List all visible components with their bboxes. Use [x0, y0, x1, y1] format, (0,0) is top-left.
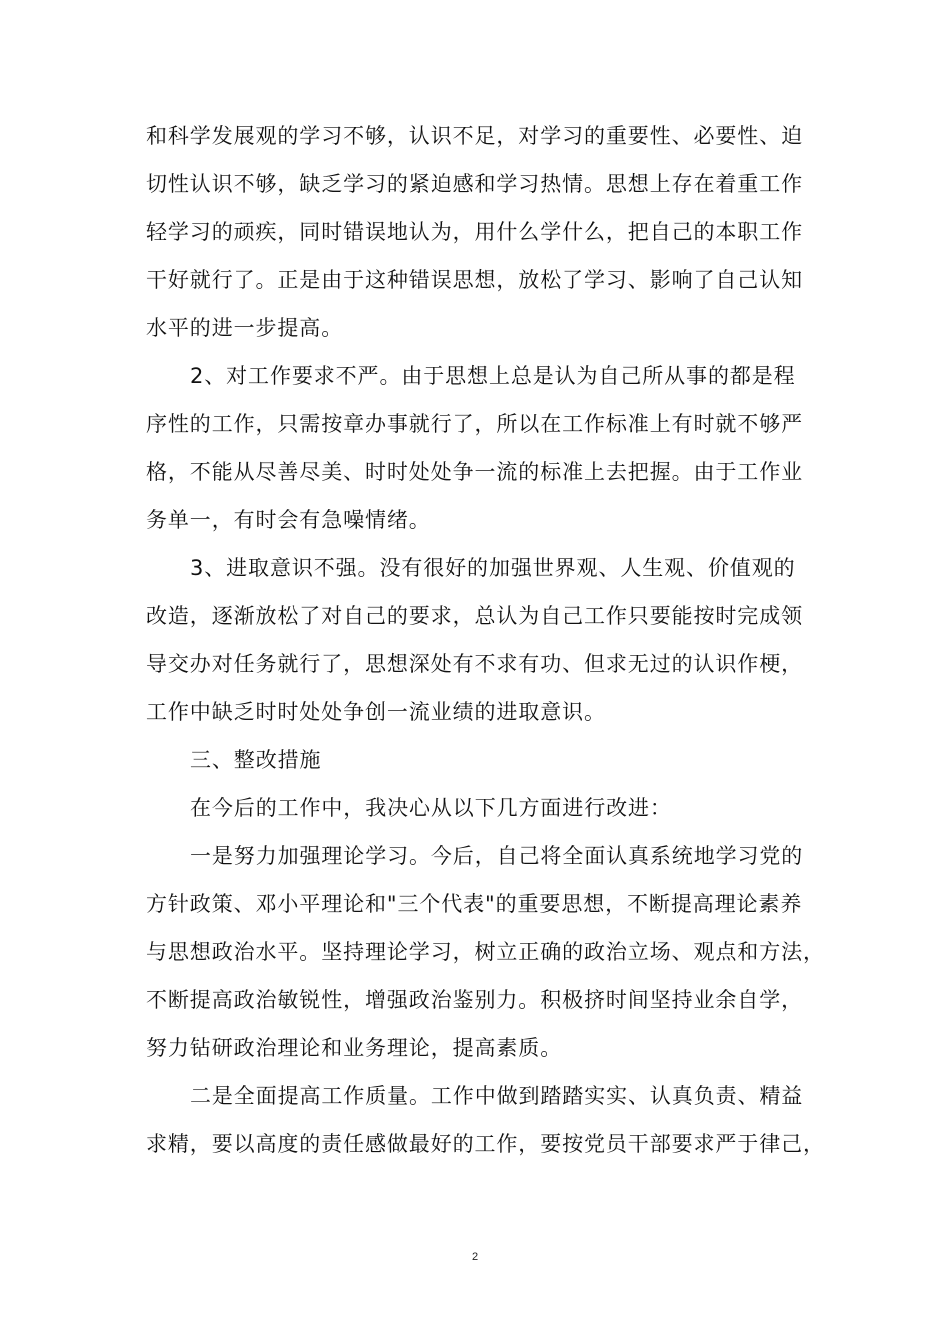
text-line: 格，不能从尽善尽美、时时处处争一流的标准上去把握。由于工作业: [146, 460, 803, 484]
text-line: 改造，逐渐放松了对自己的要求，总认为自己工作只要能按时完成领: [146, 604, 803, 628]
text-line: 务单一，有时会有急噪情绪。: [146, 508, 431, 532]
text-line: 干好就行了。正是由于这种错误思想，放松了学习、影响了自己认知: [146, 268, 803, 292]
text-line: 水平的进一步提高。: [146, 316, 344, 340]
text-line: 努力钻研政治理论和业务理论，提高素质。: [146, 1036, 563, 1060]
text-line: 一是努力加强理论学习。今后，自己将全面认真系统地学习党的: [190, 844, 804, 868]
text-line: 导交办对任务就行了，思想深处有不求有功、但求无过的认识作梗，: [146, 652, 803, 676]
text-line: 不断提高政治敏锐性，增强政治鉴别力。积极挤时间坚持业余自学，: [146, 988, 803, 1012]
text-line: 方针政策、邓小平理论和"三个代表"的重要思想，不断提高理论素养: [146, 892, 803, 916]
text-line: 求精，要以高度的责任感做最好的工作，要按党员干部要求严于律己，: [146, 1132, 825, 1156]
text-line: 在今后的工作中，我决心从以下几方面进行改进：: [190, 796, 672, 820]
text-line: 切性认识不够，缺乏学习的紧迫感和学习热情。思想上存在着重工作: [146, 172, 803, 196]
text-line: 与思想政治水平。坚持理论学习，树立正确的政治立场、观点和方法，: [146, 940, 825, 964]
text-line: 轻学习的顽疾，同时错误地认为，用什么学什么，把自己的本职工作: [146, 220, 803, 244]
text-line: 二是全面提高工作质量。工作中做到踏踏实实、认真负责、精益: [190, 1084, 804, 1108]
page-number: 2: [471, 1251, 479, 1263]
text-line: 和科学发展观的学习不够，认识不足，对学习的重要性、必要性、迫: [146, 124, 803, 148]
text-line: 3、进取意识不强。没有很好的加强世界观、人生观、价值观的: [190, 556, 796, 580]
text-line: 序性的工作，只需按章办事就行了，所以在工作标准上有时就不够严: [146, 412, 803, 436]
section-heading: 三、整改措施: [190, 748, 322, 772]
text-line: 2、对工作要求不严。由于思想上总是认为自己所从事的都是程: [190, 364, 796, 388]
text-line: 工作中缺乏时时处处争创一流业绩的进取意识。: [146, 700, 606, 724]
